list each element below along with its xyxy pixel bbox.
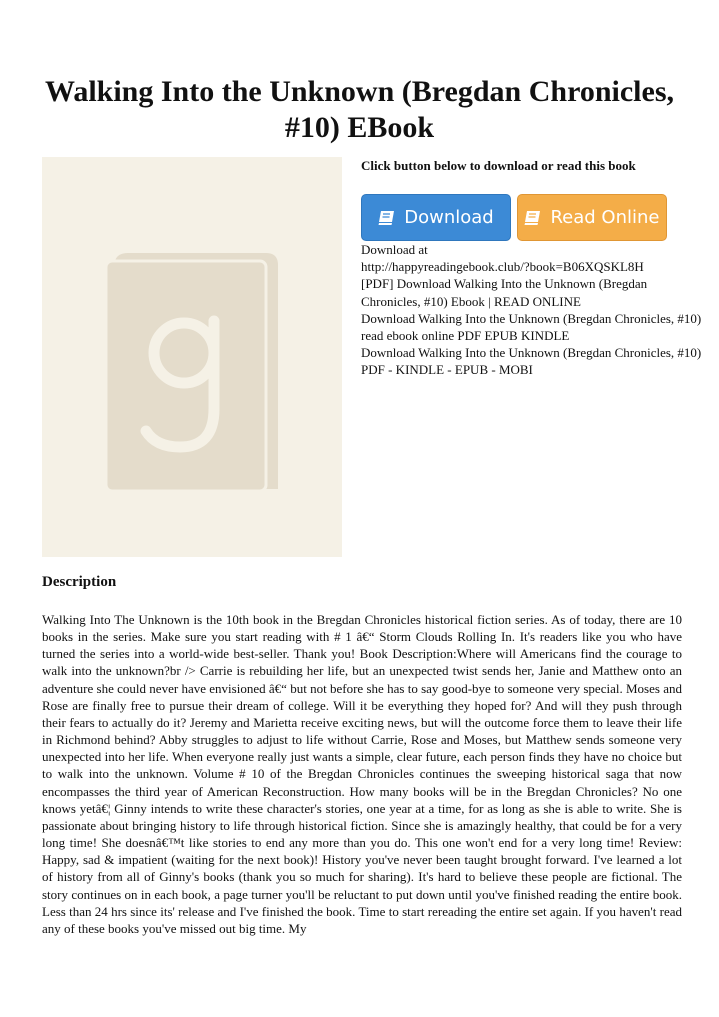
download-prompt: Click button below to download or read this book [361,158,636,173]
download-panel [361,157,702,378]
read-online-link[interactable]: Download Walking Into the Unknown (Bregdan Chronicles, #10) read ebook online PDF EPUB KINDLE [361,310,702,344]
download-url-link[interactable]: http://happyreadingebook.club/?book=B06XQSKL8H [361,259,644,275]
description-heading: Description [42,574,117,590]
read-online-button[interactable] [517,194,667,241]
formats-download-link[interactable]: Download Walking Into the Unknown (Bregdan Chronicles, #10) PDF - KINDLE - EPUB - MOBI [361,345,702,378]
page-title: Walking Into the Unknown (Bregdan Chronicles, #10) EBook [44,75,675,144]
download-at-label: Download at [361,242,428,257]
book-cover-placeholder [42,157,342,557]
download-button[interactable] [361,194,511,241]
download-button-label: Download [404,207,494,228]
book-icon [524,210,542,226]
goodreads-g-book-icon [42,157,342,557]
description-body: Walking Into The Unknown is the 10th book in the Bregdan Chronicles historical fiction series. As of today, there are 10 books in the series. Make sure you start reading with # 1 â€“ Storm Clouds Rolling In. It's readers like you who have turned the series into a world-wide best-seller. Thank you! Book Description:Where will Americans find the courage to walk into the unknown?br /> Carrie is rebuilding her life, but an unexpected twist sends her, Janie and Matthew onto an adventure she could never have envisioned â€“ but not before she has to say good-bye to someone very special. Moses and Rose are finally free to pursue their dream of college. Will it be everything they hoped for? And will they push through their fears to actually do it? Jeremy and Marietta receive exciting news, but will the outcome force them to leave their life in Richmond behind? Abby struggles to adjust to life without Carrie, Rose and Moses, but Matthew sends someone very unexpected into her life. When everyone really just wants a simple, clear future, each person finds they have no choice but to walk into the unknown. Volume # 10 of the Bregdan Chronicles continues the sweeping historical saga that now encompasses the third year of American Reconstruction. How many books will be in the Bregdan Chronicles? No one knows yetâ€¦ Ginny intends to write these character's stories, one year at a time, for as long as she is able to write. She is passionate about bringing history to life through historical fiction. Since she is amazingly healthy, that could be for a very long time! She doesnâ€™t like stories to end any more than you do. This one won't end for a very long time! Review: Happy, sad & impatient (waiting for the next book)! History you've never been taught brought forward. I've learned a lot of history from all of Ginny's books (thank you so much for sharing). It's hard to believe these people are fictional. The story continues on in each book, a page turner you'll be reluctant to put down until you've finished reading the entire book. Less than 24 hrs since its' release and I've finished the book. Time to start rereading the entire set again. If you haven't read any of these books you've missed out big time. My [42,612,682,936]
button-row [361,194,681,241]
read-online-button-label: Read Online [550,207,660,228]
pdf-download-link[interactable]: [PDF] Download Walking Into the Unknown (Bregdan Chronicles, #10) Ebook | READ ONLINE [361,276,648,309]
book-icon [378,210,396,226]
download-links [361,241,706,379]
